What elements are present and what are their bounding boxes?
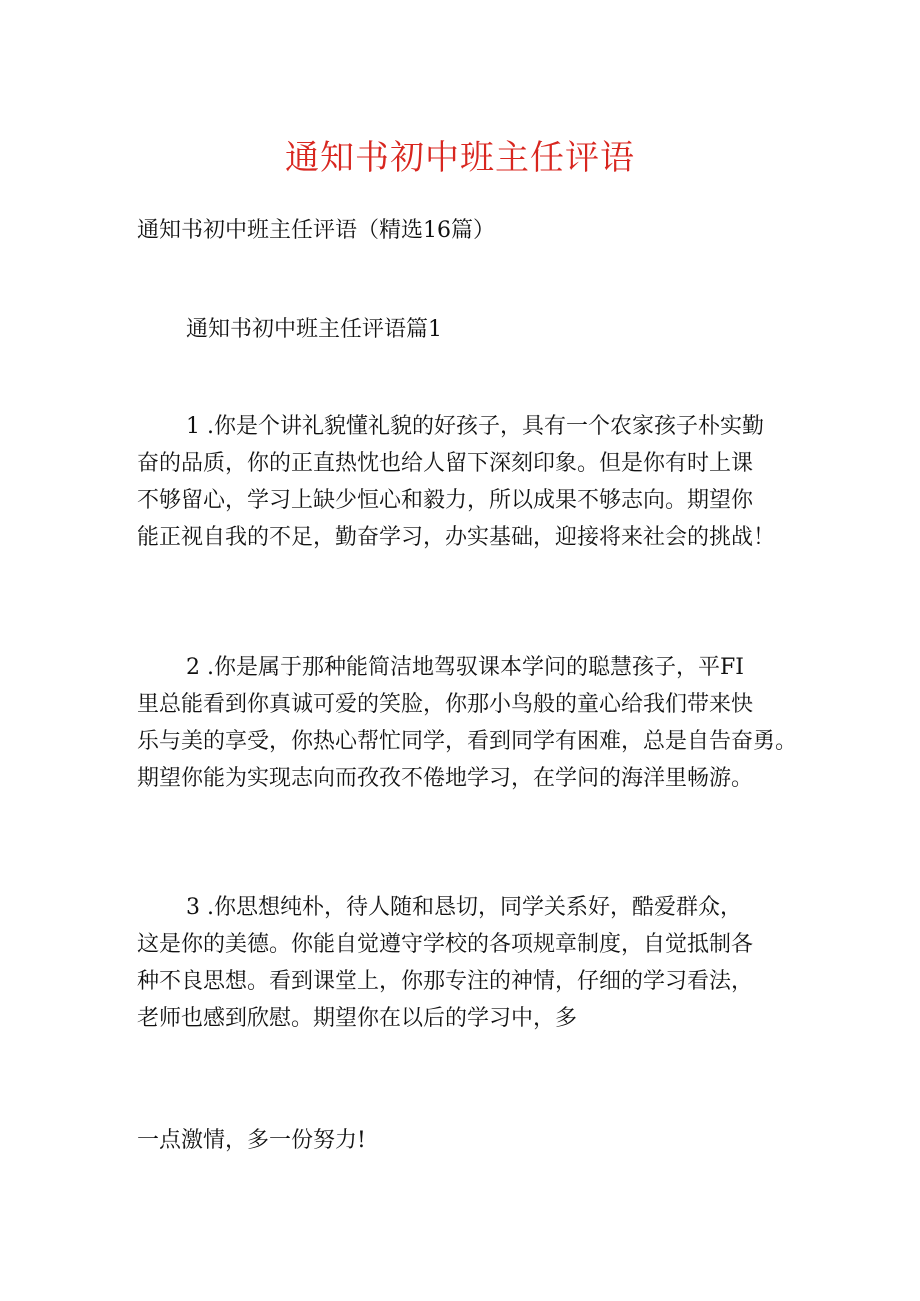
- paragraph-line: 里总能看到你真诚可爱的笑脸，你那小鸟般的童心给我们带来快: [137, 692, 754, 717]
- paragraph-line: 不够留心，学习上缺少恒心和毅力，所以成果不够志向。期望你: [137, 488, 754, 513]
- paragraph-2: [137, 649, 797, 797]
- paragraph-line: 乐与美的享受，你热心帮忙同学，看到同学有困难，总是自告奋勇。: [137, 729, 798, 754]
- paragraph-line: 能正视自我的不足，勤奋学习，办实基础，迎接将来社会的挑战！: [137, 525, 776, 550]
- document-title: 通知书初中班主任评语: [285, 138, 635, 178]
- paragraph-line: 1 .你是个讲礼貌懂礼貌的好孩子，具有一个农家孩子朴实勤: [186, 414, 764, 439]
- paragraph-line: 2 .你是属于那种能简洁地驾驭课本学问的聪慧孩子，平FI: [186, 655, 744, 680]
- paragraph-line: 奋的品质，你的正直热忱也给人留下深刻印象。但是你有时上课: [137, 451, 754, 476]
- paragraph-3: [137, 889, 797, 1037]
- section-heading: 通知书初中班主任评语篇1: [186, 317, 442, 342]
- paragraph-line: 这是你的美德。你能自觉遵守学校的各项规章制度，自觉抵制各: [137, 932, 754, 957]
- paragraph-1: [137, 408, 797, 556]
- paragraph-line: 老师也感到欣慰。期望你在以后的学习中，多: [137, 1006, 578, 1031]
- paragraph-line: 期望你能为实现志向而孜孜不倦地学习，在学问的海洋里畅游。: [137, 766, 754, 791]
- document-subtitle: 通知书初中班主任评语（精选16篇）: [137, 218, 495, 243]
- paragraph-line: 3 .你思想纯朴，待人随和恳切，同学关系好，酷爱群众，: [186, 895, 742, 920]
- paragraph-line: 种不良思想。看到课堂上，你那专注的神情，仔细的学习看法，: [137, 969, 754, 994]
- closing-line: 一点激情，多一份努力!: [137, 1128, 366, 1153]
